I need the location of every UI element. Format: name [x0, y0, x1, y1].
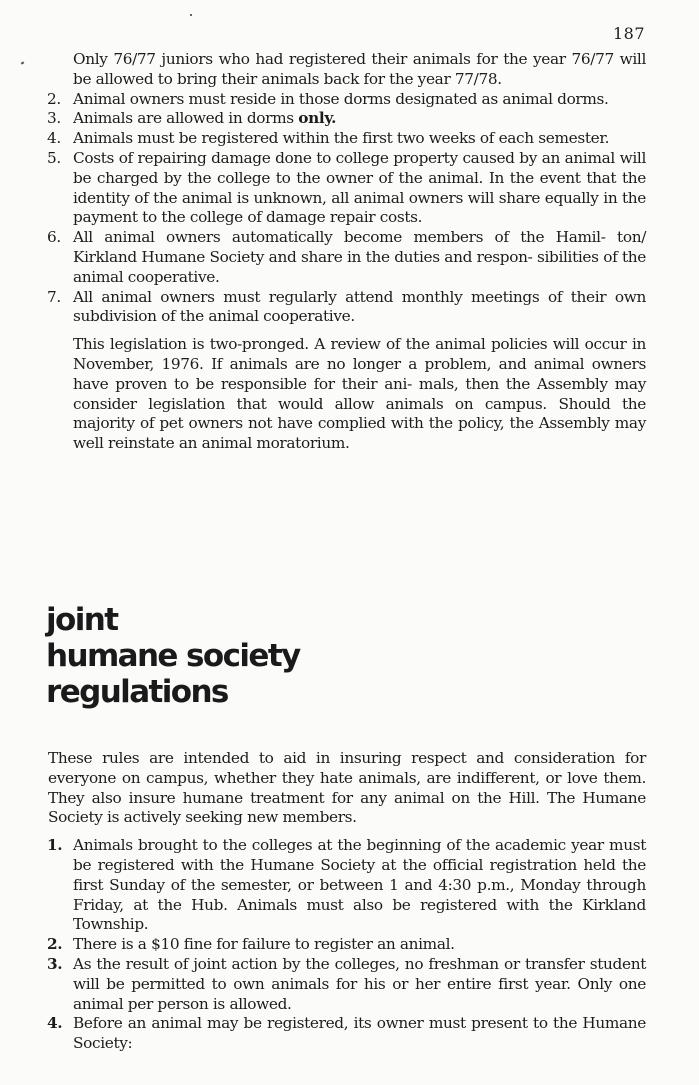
intro-paragraph: These rules are intended to aid in insuring respect and consideration for everyone on campus, whether they hate animals, are indifferent, or love them. They also insure humane treatment for any animal on the Hill. The Humane Society is actively seeking new members.: [48, 749, 646, 827]
list-item-number: 4.: [47, 129, 61, 148]
list-item-text: Animals brought to the colleges at the beginning of the academic year must be registered with the Humane Society at the official registration held the first Sunday of the semester, or between 1 and 4:30 p.m., Monday through Friday, at the Hub. Animals must also be registered with the Kirkland Township.: [73, 836, 646, 934]
list-item-number: 2.: [47, 935, 63, 954]
list-item: [0, 228, 699, 287]
list-item-number: 4.: [47, 1014, 63, 1033]
list-item-text: Animal owners must reside in those dorms designated as animal dorms.: [73, 89, 609, 108]
list-item: [0, 955, 699, 1014]
list-item: [0, 90, 699, 110]
list-item: [0, 836, 699, 935]
list-item-text: There is a $10 fine for failure to register an animal.: [73, 935, 455, 954]
heading-line: joint: [46, 602, 118, 638]
list-item-text: Animals must be registered within the first two weeks of each semester.: [73, 129, 610, 148]
continuation-paragraph: Only 76/77 juniors who had registered their animals for the year 76/77 will be allowed to bring their animals back for the year 77/78.: [73, 50, 646, 88]
list-item-number: 3.: [47, 954, 63, 973]
list-item-text: As the result of joint action by the colleges, no freshman or transfer student will be permitted to own animals for his or her entire first year. Only one animal per person is allowed.: [73, 954, 646, 1013]
list-item: [0, 935, 699, 955]
list-item-number: 3.: [47, 109, 61, 128]
list-item-text: All animal owners automatically become members of the Hamil- ton/ Kirkland Humane Society and share in the duties and respon- sibilities of the animal cooperative.: [73, 228, 646, 286]
list-item: [0, 1014, 699, 1054]
list-item-number: 1.: [47, 836, 63, 855]
heading-line: humane society: [46, 638, 300, 674]
animal-legislation-section: [0, 50, 699, 454]
list-item-number: 6.: [47, 228, 61, 247]
scan-speck: [190, 14, 192, 16]
section-heading: [46, 602, 300, 710]
page-number: 187: [612, 24, 645, 43]
heading-line: regulations: [46, 674, 228, 710]
humane-society-regulations-section: [0, 749, 699, 1054]
list-item: [0, 129, 699, 149]
list-item-number: 7.: [47, 287, 61, 306]
list-item-number: 2.: [47, 89, 61, 108]
list-item-text: Before an animal may be registered, its owner must present to the Humane Society:: [73, 1014, 646, 1053]
list-item-number: 5.: [47, 148, 61, 167]
list-item-text: Costs of repairing damage done to college property caused by an animal will be charged by the college to the owner of the animal. In the event that the identity of the animal is unknown, all animal owners will share equally in the payment to the college of damage repair costs.: [73, 148, 646, 227]
list-item: [0, 149, 699, 228]
closing-paragraph: This legislation is two-pronged. A review of the animal policies will occur in November, 1976. If animals are no longer a problem, and animal owners have proven to be responsible for their ani- mals, then the Assembly may consider legislation that would allow animals on campus. Should the majority of pet owners not have complied with the policy, the Assembly may well reinstate an animal moratorium.: [73, 335, 646, 453]
list-item: [0, 288, 699, 328]
list-item: [0, 109, 699, 129]
list-item-text: Animals are allowed in dorms: [73, 109, 299, 128]
emphasis-only: only.: [298, 109, 337, 128]
list-item-text: All animal owners must regularly attend monthly meetings of their own subdivision of the animal cooperative.: [73, 287, 646, 326]
